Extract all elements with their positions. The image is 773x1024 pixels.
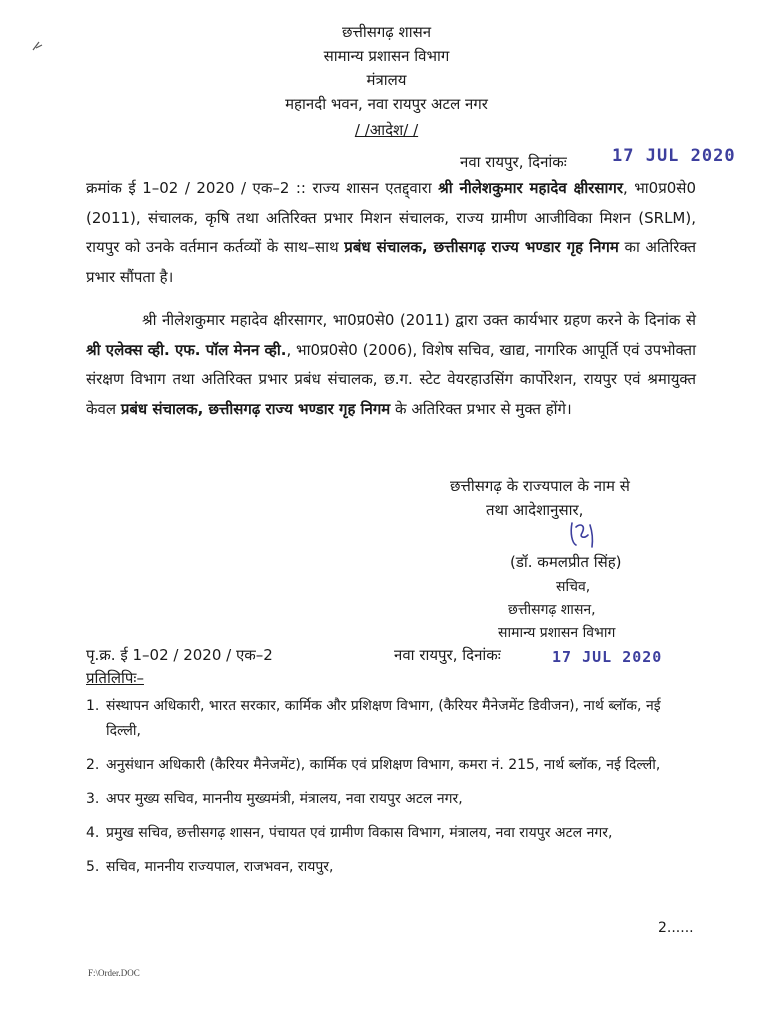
officer-name-relieved: श्री एलेक्स व्ही. एफ. पॉल मेनन व्ही. — [86, 340, 287, 359]
endorsement-place-label: नवा रायपुर, दिनांकः — [394, 646, 501, 664]
signatory-designation: सचिव, — [556, 579, 591, 595]
list-item — [86, 753, 698, 778]
list-item — [86, 694, 698, 744]
date-place-label: नवा रायपुर, दिनांकः — [460, 153, 567, 171]
para1-text-end: का अतिरिक्त प्रभार सौंपता है। — [86, 238, 696, 286]
post-name-1: प्रबंध संचालक, छत्तीसगढ़ राज्य भण्डार गृह निगम — [344, 238, 619, 256]
post-name-2: प्रबंध संचालक, छत्तीसगढ़ राज्य भण्डार गृह निगम — [120, 399, 391, 418]
list-item-number: 3. — [86, 791, 100, 807]
signature-authority-line: छत्तीसगढ़ के राज्यपाल के नाम से — [450, 477, 630, 495]
list-item-text: सचिव, माननीय राज्यपाल, राजभवन, रायपुर, — [106, 859, 334, 875]
order-ref-text: क्रमांक ई 1–02 / 2020 / एक–2 :: राज्य शासन एतद्द्वारा — [86, 179, 439, 197]
signatory-govt: छत्तीसगढ़ शासन, — [508, 602, 596, 618]
copy-recipient-list — [86, 694, 698, 889]
endorsement-ref: पृ.क्र. ई 1–02 / 2020 / एक–2 — [86, 646, 273, 664]
handwritten-signature — [566, 517, 602, 553]
para1-text-mid: , भा0प्र0से0 (2011), संचालक, कृषि तथा अतिरिक्त प्रभार मिशन संचालक, राज्य ग्रामीण आजीविका मिशन (SRLM), रायपुर को उनके वर्तमान कर्तव्यों के साथ–साथ — [86, 179, 696, 256]
copy-heading: प्रतिलिपिः– — [86, 669, 144, 687]
list-item — [86, 821, 698, 846]
list-item-text: अनुसंधान अधिकारी (कैरियर मैनेजमेंट), कार्मिक एवं प्रशिक्षण विभाग, कमरा नं. 215, नार्थ ब्लॉक, नई दिल्ली, — [106, 757, 661, 773]
list-item-number: 4. — [86, 825, 100, 841]
list-item — [86, 855, 698, 880]
endorsement-date-stamp: 17 JUL 2020 — [552, 648, 663, 666]
signature-order-line: तथा आदेशानुसार, — [486, 501, 584, 519]
page-continue-marker: 2...... — [658, 920, 694, 936]
file-path-footer: F:\Order.DOC — [88, 968, 140, 978]
header-govt: छत्तीसगढ़ शासन — [341, 23, 432, 41]
para2-text-mid: , भा0प्र0से0 (2006), विशेष सचिव, खाद्य, नागरिक आपूर्ति एवं उपभोक्ता संरक्षण विभाग तथा अतिरिक्त प्रभार प्रबंध संचालक, छ.ग. स्टेट वेयरहाउसिंग कार्पोरेशन, रायपुर एवं श्रमायुक्त केवल — [86, 340, 696, 418]
order-paragraph-1 — [86, 174, 696, 292]
signatory-name: (डॉ. कमलप्रीत सिंह) — [510, 553, 622, 571]
order-paragraph-2 — [86, 306, 696, 424]
date-stamp: 17 JUL 2020 — [612, 146, 736, 166]
para2-text-start: श्री नीलेशकुमार महादेव क्षीरसागर, भा0प्र0से0 (2011) द्वारा उक्त कार्यभार ग्रहण करने के दिनांक से — [142, 311, 696, 329]
signatory-department: सामान्य प्रशासन विभाग — [498, 625, 616, 641]
header-address: महानदी भवन, नवा रायपुर अटल नगर — [285, 95, 488, 113]
list-item-number: 5. — [86, 859, 100, 875]
list-item-number: 2. — [86, 757, 100, 773]
list-item-text: संस्थापन अधिकारी, भारत सरकार, कार्मिक और प्रशिक्षण विभाग, (कैरियर मैनेजमेंट डिवीजन), नार्थ ब्लॉक, नई दिल्ली, — [106, 698, 661, 739]
header-department: सामान्य प्रशासन विभाग — [323, 47, 450, 65]
order-title — [0, 120, 773, 140]
list-item-number: 1. — [86, 698, 100, 714]
list-item — [86, 787, 698, 812]
header-ministry: मंत्रालय — [366, 71, 407, 89]
para2-text-end: के अतिरिक्त प्रभार से मुक्त होंगे। — [390, 399, 572, 418]
list-item-text: प्रमुख सचिव, छत्तीसगढ़ शासन, पंचायत एवं ग्रामीण विकास विभाग, मंत्रालय, नवा रायपुर अटल नगर, — [106, 825, 613, 841]
officer-name-incoming: श्री नीलेशकुमार महादेव क्षीरसागर — [438, 179, 623, 197]
order-title-text: / /आदेश/ / — [354, 121, 419, 139]
list-item-text: अपर मुख्य सचिव, माननीय मुख्यमंत्री, मंत्रालय, नवा रायपुर अटल नगर, — [106, 791, 463, 807]
